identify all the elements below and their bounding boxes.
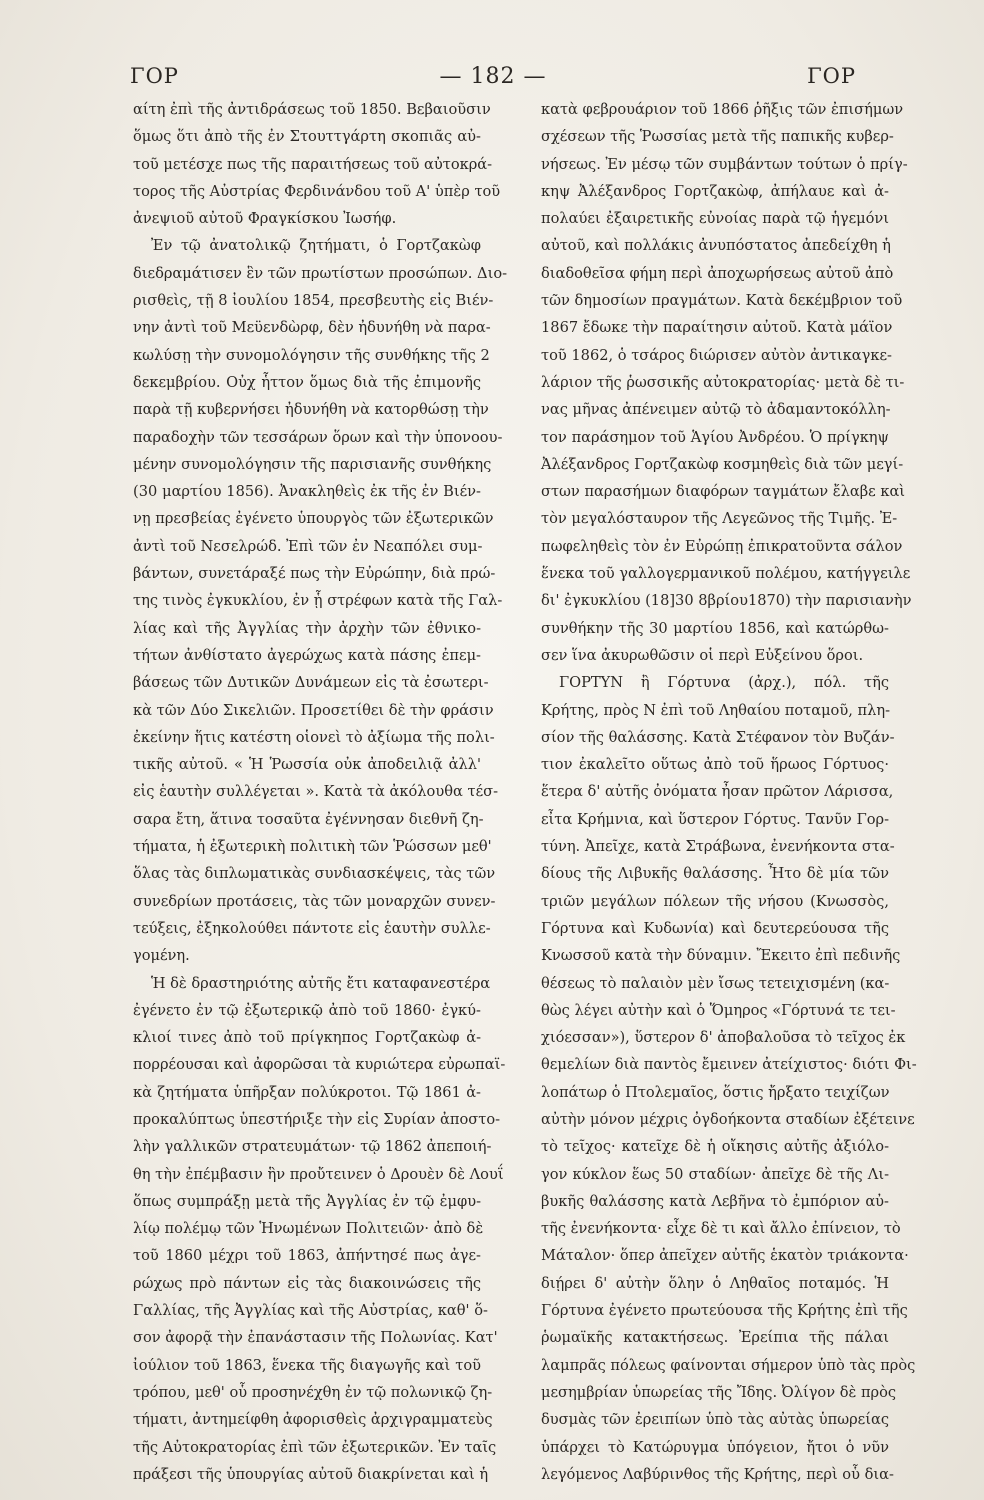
- text-line: Γόρτυνα καὶ Κυδωνία) καὶ δευτερεύουσα τῆς: [541, 919, 889, 937]
- text-line: κὰ τῶν Δύο Σικελιῶν. Προσετίθει δὲ τὴν φράσιν: [133, 701, 494, 719]
- text-line: ρώχως πρὸ πάντων εἰς τὰς διακοινώσεις τῆς: [133, 1274, 481, 1292]
- text-line: θέσεως τὸ παλαιὸν μὲν ἴσως τετειχισμένη (κα-: [541, 974, 890, 992]
- text-line: δι' ἐγκυκλίου (18]30 8βρίου1870) τὴν παρισιανὴν: [541, 592, 912, 610]
- right-text-column: [541, 96, 917, 1488]
- text-line: βυκῆς θαλάσσης κατὰ Λεβῆνα τὸ ἐμπόριον αὐ-: [541, 1192, 889, 1210]
- header-right-keyword: ΓΟΡ: [807, 64, 856, 88]
- text-line: λαμπρᾶς πόλεως φαίνονται σήμερον ὑπὸ τὰς πρὸς: [541, 1356, 916, 1374]
- text-line: τοῦ 1860 μέχρι τοῦ 1863, ἀπήντησέ πως ἀγε-: [133, 1247, 481, 1265]
- text-line: νήσεως. Ἐν μέσῳ τῶν συμβάντων τούτων ὁ πρίγ-: [541, 155, 908, 173]
- text-line: βάντων, συνετάραξέ πως τὴν Εὐρώπην, διὰ πρώ-: [133, 565, 496, 583]
- text-line: ἕνεκα τοῦ γαλλογερμανικοῦ πολέμου, κατήγγειλε: [541, 565, 911, 583]
- text-line: πράξεσι τῆς ὑπουργίας αὐτοῦ διακρίνεται καὶ ἡ: [133, 1465, 489, 1483]
- text-line: κὰ ζητήματα ὑπῆρξαν πολύκροτοι. Τῷ 1861 ἀ-: [133, 1083, 481, 1101]
- text-line: Ἐν τῷ ἀνατολικῷ ζητήματι, ὁ Γορτζακὼφ: [151, 237, 481, 255]
- text-line: μένην συνομολόγησιν τῆς παρισιανῆς συνθήκης: [133, 455, 492, 473]
- text-line: ὅμως ὅτι ἀπὸ τῆς ἐν Στουττγάρτη σκοπιᾶς αὐ-: [133, 128, 481, 146]
- text-line: τορος τῆς Αὐστρίας Φερδινάνδου τοῦ Α' ὑπὲρ τοῦ: [133, 182, 501, 200]
- text-line: εἰς ἑαυτὴν συλλέγεται ». Κατὰ τὰ ἀκόλουθα τέσ-: [133, 783, 499, 801]
- text-line: νῃ πρεσβείας ἐγένετο ὑπουργὸς τῶν ἐξωτερικῶν: [133, 510, 494, 528]
- text-line: Κρήτης, πρὸς Ν ἐπὶ τοῦ Ληθαίου ποταμοῦ, πλη-: [541, 701, 891, 719]
- text-line: διῄρει δ' αὐτὴν ὅλην ὁ Ληθαῖος ποταμός. Ἡ: [541, 1274, 889, 1292]
- text-line: δυσμὰς τῶν ἐρειπίων ὑπὸ τὰς αὐτὰς ὑπωρείας: [541, 1411, 889, 1429]
- page-number: — 182 —: [439, 63, 547, 89]
- text-line: χιόεσσαν»), ὕστερον δ' ἀποβαλοῦσα τὸ τεῖχος ἐκ: [541, 1029, 906, 1047]
- text-line: πωφεληθεὶς τὸν ἐν Εὐρώπῃ ἐπικρατοῦντα σάλον: [541, 537, 903, 555]
- text-line: γον κύκλον ἕως 50 σταδίων· ἀπεῖχε δὲ τῆς Λι-: [541, 1165, 889, 1183]
- text-line: σαρα ἔτη, ἅτινα τοσαῦτα ἐγέννησαν διεθνῆ ζη-: [133, 810, 484, 828]
- text-line: ἐκείνην ἥτις κατέστη οἱονεὶ τὸ ἀξίωμα τῆς πολι-: [133, 728, 495, 746]
- text-line: συνθήκην τῆς 30 μαρτίου 1856, καὶ κατώρθω-: [541, 619, 889, 637]
- text-line: ὅλας τὰς διπλωματικὰς συνδιασκέψεις, τὰς τῶν: [133, 865, 496, 883]
- text-line: παραδοχὴν τῶν τεσσάρων ὅρων καὶ τὴν ὑπονοου-: [133, 428, 503, 446]
- text-line: λοπάτωρ ὁ Πτολεμαῖος, ὅστις ἤρξατο τειχίζων: [541, 1083, 890, 1101]
- text-line: κηψ Ἀλέξανδρος Γορτζακὼφ, ἀπήλαυε καὶ ἀ-: [541, 182, 889, 200]
- text-line: κατὰ φεβρουάριον τοῦ 1866 ῥῆξις τῶν ἐπισήμων: [541, 101, 904, 118]
- header-left-keyword: ΓΟΡ: [130, 64, 179, 88]
- text-line: τριῶν μεγάλων πόλεων τῆς νήσου (Κνωσσὸς,: [541, 892, 889, 910]
- text-line: τὸ τεῖχος· κατεῖχε δὲ ἡ οἴκησις αὐτῆς ἀξιόλο-: [541, 1138, 889, 1156]
- text-line: τον παράσημον τοῦ Ἁγίου Ἀνδρέου. Ὁ πρίγκηψ: [541, 428, 889, 446]
- text-line: στων παρασήμων διαφόρων ταγμάτων ἔλαβε καὶ: [541, 483, 906, 501]
- text-line: νας μῆνας ἀπένειμεν αὐτῷ τὸ ἀδαμαντοκόλλη-: [541, 401, 891, 419]
- text-line: Ἡ δὲ δραστηριότης αὐτῆς ἔτι καταφανεστέρα: [151, 974, 491, 992]
- text-line: αὐτοῦ, καὶ πολλάκις ἀνυπόστατος ἀπεδείχθη ἡ: [541, 237, 891, 255]
- text-line: ὑπάρχει τὸ Κατώρυγμα ὑπόγειον, ἤτοι ὁ νῦν: [541, 1438, 889, 1456]
- text-line: μεσημβρίαν ὑπωρείας τῆς Ἴδης. Ὀλίγον δὲ πρὸς: [541, 1383, 897, 1401]
- text-line: θη τὴν ἐπέμβασιν ἣν προὔτεινεν ὁ Δρουὲν δὲ Λουΐ: [133, 1165, 504, 1183]
- text-line: πορρέουσαι καὶ ἀφορῶσαι τὰ κυριώτερα εὐρωπαϊ-: [133, 1056, 506, 1074]
- left-text-column: [133, 96, 508, 1488]
- text-line: ἕτερα δ' αὐτῆς ὀνόματα ἦσαν πρῶτον Λάρισσα,: [541, 783, 894, 801]
- text-line: βάσεως τῶν Δυτικῶν Δυνάμεων εἰς τὰ ἐσωτερι-: [133, 674, 489, 692]
- text-line: κλιοί τινες ἀπὸ τοῦ πρίγκηπος Γορτζακὼφ ἀ-: [133, 1029, 481, 1047]
- text-line: ἰούλιον τοῦ 1863, ἕνεκα τῆς διαγωγῆς καὶ τοῦ: [133, 1356, 481, 1374]
- text-line: νην ἀντὶ τοῦ Μεϋενδὼρφ, δὲν ἠδυνήθη νὰ παρα-: [133, 319, 491, 337]
- text-line: ΓΟΡΤΥΝ ἢ Γόρτυνα (ἀρχ.), πόλ. τῆς: [559, 674, 889, 692]
- text-line: θὼς λέγει αὐτὴν καὶ ὁ Ὅμηρος «Γόρτυνά τε τει-: [541, 1001, 896, 1019]
- text-line: τήτων ἀνθίστατο ἀγερώχως κατὰ πάσης ἐπεμ-: [133, 646, 481, 664]
- text-line: αίτη ἐπὶ τῆς ἀντιδράσεως τοῦ 1850. Βεβαιοῦσιν: [133, 101, 491, 118]
- text-line: Γαλλίας, τῆς Ἀγγλίας καὶ τῆς Αὐστρίας, καθ' ὅ-: [133, 1302, 488, 1320]
- text-line: λάριον τῆς ῥωσσικῆς αὐτοκρατορίας· μετὰ δὲ τι-: [541, 373, 905, 391]
- text-line: τρόπου, μεθ' οὗ προσηνέχθη ἐν τῷ πολωνικῷ ζη-: [133, 1383, 493, 1401]
- text-line: σίον τῆς θαλάσσης. Κατὰ Στέφανον τὸν Βυζάν-: [541, 728, 895, 746]
- text-line: ἐγένετο ἐν τῷ ἐξωτερικῷ ἀπὸ τοῦ 1860· ἐγκύ-: [133, 1001, 481, 1019]
- text-line: λεγόμενος Λαβύρινθος τῆς Κρήτης, περὶ οὗ δια-: [541, 1465, 894, 1483]
- text-line: ἀντὶ τοῦ Νεσελρώδ. Ἐπὶ τῶν ἐν Νεαπόλει συμ-: [133, 537, 483, 555]
- text-line: Μάταλον· ὅπερ ἀπεῖχεν αὐτῆς ἑκατὸν τριάκοντα·: [541, 1247, 909, 1265]
- text-line: θεμελίων διὰ παντὸς ἔμεινεν ἀτείχιστος· διότι Φι-: [541, 1056, 917, 1074]
- text-line: Ἀλέξανδρος Γορτζακὼφ κοσμηθεὶς διὰ τῶν μεγί-: [541, 455, 904, 473]
- text-line: εἶτα Κρήμνια, καὶ ὕστερον Γόρτυς. Τανῦν Γορ-: [541, 810, 889, 828]
- text-line: ὅπως συμπράξῃ μετὰ τῆς Ἀγγλίας ἐν τῷ ἐμφυ-: [133, 1192, 481, 1210]
- text-line: τῶν δημοσίων πραγμάτων. Κατὰ δεκέμβριον τοῦ: [541, 292, 903, 310]
- text-line: τύνη. Ἀπεῖχε, κατὰ Στράβωνα, ἐνενήκοντα στα-: [541, 838, 895, 856]
- text-line: διαδοθεῖσα φήμη περὶ ἀποχωρήσεως αὐτοῦ ἀπὸ: [541, 264, 894, 282]
- text-line: δεκεμβρίου. Οὐχ ἧττον ὅμως διὰ τῆς ἐπιμονῆς: [133, 373, 481, 391]
- text-line: Κνωσσοῦ κατὰ τὴν δύναμιν. Ἔκειτο ἐπὶ πεδινῆς: [541, 947, 901, 965]
- text-line: τοῦ 1862, ὁ τσάρος διώρισεν αὐτὸν ἀντικαγκε-: [541, 346, 892, 364]
- text-line: αὐτὴν μόνον μέχρις ὀγδοήκοντα σταδίων ἐξέτεινε: [541, 1110, 915, 1128]
- text-line: λίας καὶ τῆς Ἀγγλίας τὴν ἀρχὴν τῶν ἐθνικο-: [133, 619, 481, 637]
- text-line: τῆς Αὐτοκρατορίας ἐπὶ τῶν ἐξωτερικῶν. Ἐν ταῖς: [133, 1438, 497, 1456]
- text-line: διεδραμάτισεν ἓν τῶν πρωτίστων προσώπων. Διο-: [133, 264, 508, 282]
- text-line: τήματι, ἀντημείφθη ἀφορισθεὶς ἀρχιγραμματεὺς: [133, 1411, 493, 1429]
- text-line: δίους τῆς Λιβυκῆς θαλάσσης. Ἦτο δὲ μία τῶν: [541, 865, 889, 883]
- text-line: τεύξεις, ἐξηκολούθει πάντοτε εἰς ἑαυτὴν συλλε-: [133, 919, 491, 937]
- text-line: 1867 ἔδωκε τὴν παραίτησιν αὐτοῦ. Κατὰ μάϊον: [541, 319, 893, 337]
- text-line: Γόρτυνα ἐγένετο πρωτεύουσα τῆς Κρήτης ἐπὶ τῆς: [541, 1302, 908, 1320]
- text-line: τοῦ μετέσχε πως τῆς παραιτήσεως τοῦ αὐτοκρά-: [133, 155, 493, 173]
- text-line: κωλύσῃ τὴν συνομολόγησιν τῆς συνθήκης τῆς 2: [133, 346, 490, 364]
- text-line: προκαλύπτως ὑπεστήριξε τὴν εἰς Συρίαν ἀποστο-: [133, 1110, 501, 1128]
- text-line: της τινὸς ἐγκυκλίου, ἐν ᾗ στρέφων κατὰ τῆς Γαλ-: [133, 592, 503, 610]
- text-line: ῥωμαϊκῆς κατακτήσεως. Ἐρείπια τῆς πάλαι: [541, 1329, 889, 1347]
- text-line: συνεδρίων προτάσεις, τὰς τῶν μοναρχῶν συνεν-: [133, 892, 496, 910]
- text-line: ἀνεψιοῦ αὐτοῦ Φραγκίσκου Ἰωσήφ.: [133, 210, 397, 228]
- text-line: (30 μαρτίου 1856). Ἀνακληθεὶς ἐκ τῆς ἐν Βιέν-: [133, 483, 481, 501]
- text-line: σχέσεων τῆς Ῥωσσίας μετὰ τῆς παπικῆς κυβερ-: [541, 128, 894, 146]
- text-line: παρὰ τῇ κυβερνήσει ἠδυνήθη νὰ κατορθώσῃ τὴν: [133, 401, 489, 419]
- text-line: γομένη.: [133, 947, 190, 965]
- text-line: ρισθεὶς, τῇ 8 ἰουλίου 1854, πρεσβευτὴς εἰς Βιέν-: [133, 292, 494, 310]
- text-line: τῆς ἐνενήκοντα· εἶχε δὲ τι καὶ ἄλλο ἐπίνειον, τὸ: [541, 1220, 901, 1238]
- text-line: τὸν μεγαλόσταυρον τῆς Λεγεῶνος τῆς Τιμῆς. Ἐ-: [541, 510, 898, 528]
- text-line: τικῆς αὐτοῦ. « Ἡ Ῥωσσία οὐκ ἀποδειλιᾷ ἀλλ': [133, 756, 481, 774]
- text-line: σον ἀφορᾷ τὴν ἐπανάστασιν τῆς Πολωνίας. Κατ': [133, 1329, 498, 1347]
- text-line: λὴν γαλλικῶν στρατευμάτων· τῷ 1862 ἀπεποιή-: [133, 1138, 492, 1156]
- text-line: πολαύει ἐξαιρετικῆς εὐνοίας παρὰ τῷ ἡγεμόνι: [541, 210, 889, 228]
- text-line: τιον ἐκαλεῖτο οὕτως ἀπὸ τοῦ ἥρωος Γόρτυος·: [541, 756, 889, 774]
- text-line: τήματα, ἡ ἐξωτερικὴ πολιτικὴ τῶν Ῥώσσων μεθ': [133, 838, 492, 856]
- running-header: [130, 58, 856, 94]
- text-line: σεν ἵνα ἀκυρωθῶσιν οἱ περὶ Εὐξείνου ὅροι.: [541, 646, 864, 664]
- text-line: λίῳ πολέμῳ τῶν Ἡνωμένων Πολιτειῶν· ἀπὸ δὲ: [133, 1220, 484, 1238]
